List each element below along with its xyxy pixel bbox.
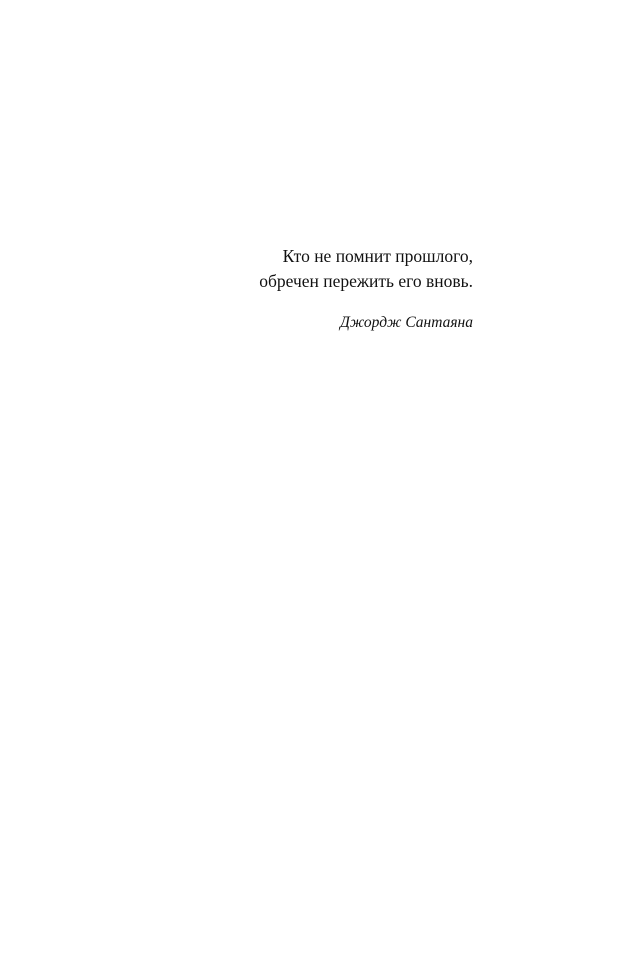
epigraph-line-2: обречен пережить его вновь. <box>259 271 473 291</box>
epigraph-attribution: Джордж Сантаяна <box>340 314 473 331</box>
epigraph-block <box>143 244 473 333</box>
epigraph-line-1: Кто не помнит прошлого, <box>282 246 473 266</box>
